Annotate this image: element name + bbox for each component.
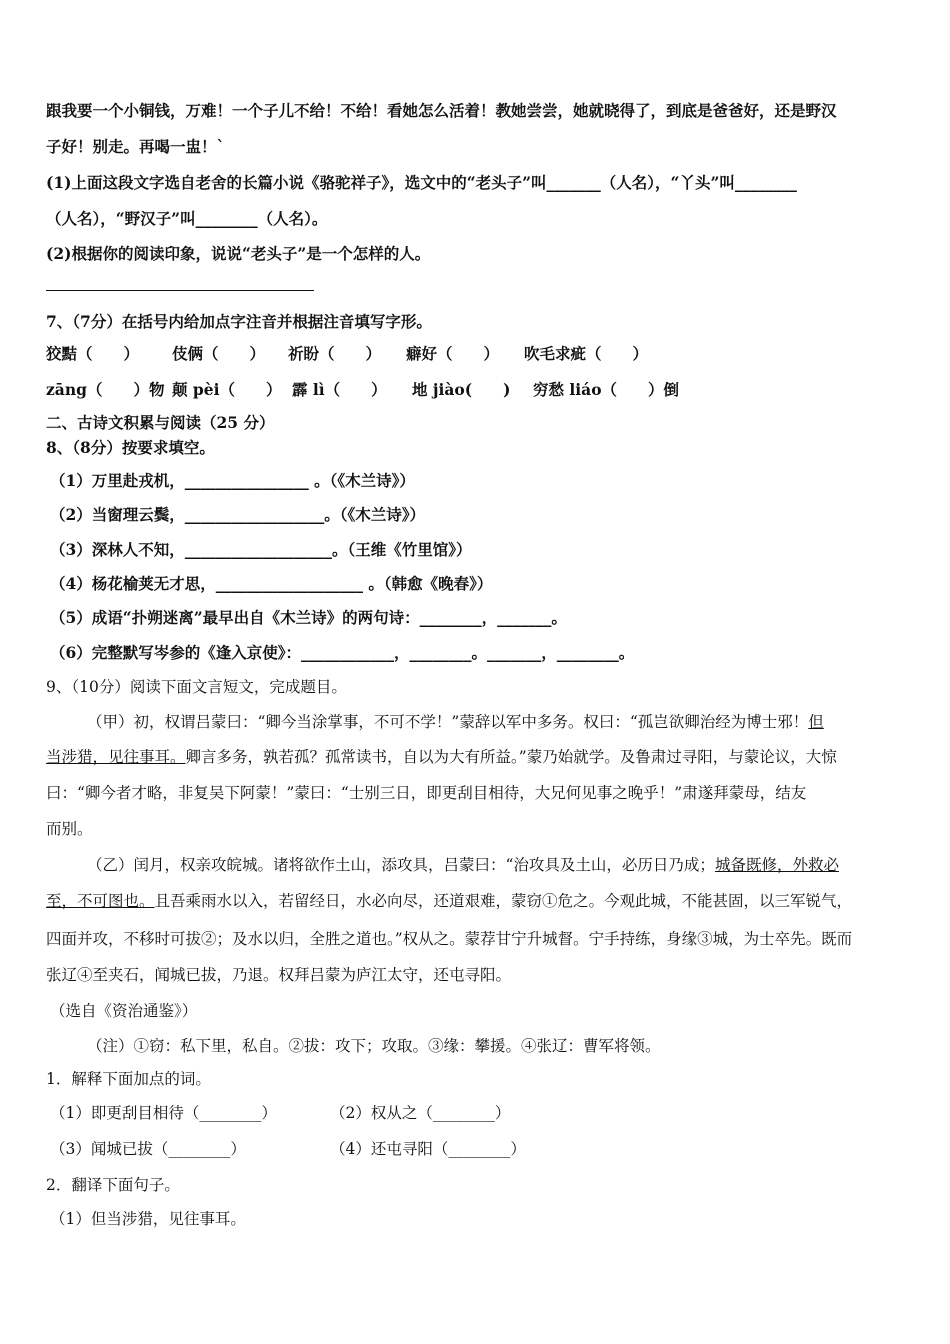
q9-sub1-item-2: （2）权从之（________）	[330, 1104, 511, 1122]
yi-line-4: 张辽④至夹石，闻城已拔，乃退。权拜吕蒙为庐江太守，还屯寻阳。	[46, 966, 512, 984]
q7-row1-item5: 吹毛求疵（ ）	[524, 344, 649, 363]
q9-sub1-item-1: （1）即更刮目相待（________）	[50, 1104, 277, 1122]
q7-row2-item4: 地 jiào( )	[412, 380, 511, 399]
q8-item-6: （6）完整默写岑参的《逢入京使》：____________，________。_______，________。	[50, 643, 635, 662]
q8-item-4: （4）杨花榆荚无才思，___________________ 。（韩愈《晚春》）	[50, 574, 493, 593]
q7-title: 7、（7分）在括号内给加点字注音并根据注音填写字形。	[46, 312, 432, 331]
yi-line-2	[46, 891, 852, 911]
q9-title: 9、（10分）阅读下面文言短文，完成题目。	[46, 678, 347, 696]
jia-line-3: 曰：“卿今者才略，非复吴下阿蒙！”蒙曰：“士别三日，即更刮目相待，大兄何见事之晚乎！”肃遂拜蒙母，结友	[46, 784, 807, 802]
q6-part2: (2)根据你的阅读印象，说说“老头子”是一个怎样的人。	[46, 244, 431, 263]
q6-part1-line2: （人名），“野汉子”叫________（人名）。	[46, 209, 328, 228]
q8-title: 8、（8分）按要求填空。	[46, 438, 215, 457]
q7-row2-item1: zāng（ ）物	[46, 380, 165, 399]
jia-line-4: 而别。	[46, 820, 93, 838]
q7-row1-item4: 癖好（ ）	[406, 344, 500, 363]
yi-line-2-text: 且吾乘雨水以入，若留经日，水必向尽，还道艰难，蒙窃①危之。今观此城，不能甚固，以三军锐气，	[154, 892, 853, 910]
yi-line-1-text: （乙）闰月，权亲攻皖城。诸将欲作土山，添攻具，吕蒙曰：“治攻具及土山，必历日乃成；	[87, 856, 715, 874]
jia-line-2-text: 卿言多务，孰若孤？孤常读书，自以为大有所益。”蒙乃始就学。及鲁肃过寻阳，与蒙论议，大惊	[185, 748, 837, 766]
q6-part1-line1: (1)上面这段文字选自老舍的长篇小说《骆驼祥子》，选文中的“老头子”叫_______（人名），“丫头”叫________	[46, 173, 797, 192]
q7-row1-item2: 伎俩（ ）	[172, 344, 266, 363]
section-2-title: 二、古诗文积累与阅读（25 分）	[46, 413, 275, 432]
q7-row1-item3: 祈盼（ ）	[288, 344, 382, 363]
q9-sub1-title: 1．解释下面加点的词。	[46, 1070, 211, 1088]
q9-sub2-item-1: （1）但当涉猎，见往事耳。	[50, 1210, 246, 1228]
q7-row2-item3: 霹 lì（ ）	[292, 380, 387, 399]
q9-sub1-item-3: （3）闻城已拔（________）	[50, 1140, 246, 1158]
jia-line-1-text: （甲）初，权谓吕蒙曰：“卿今当涂掌事，不可不学！”蒙辞以军中多务。权曰：“孤岂欲卿治经为博士邪！	[87, 713, 809, 731]
q8-item-1: （1）万里赴戎机，________________ 。（《木兰诗》）	[50, 471, 415, 490]
passage-line-2: 子好！别走。再喝一盅！`	[46, 137, 225, 156]
source-citation: （选自《资治通鉴》）	[50, 1002, 198, 1020]
yi-line-1	[87, 855, 839, 875]
passage-line-1: 跟我要一个小铜钱，万难！一个子儿不给！不给！看她怎么活着！教她尝尝，她就晓得了，到底是爸爸好，还是野汉	[46, 101, 837, 120]
q8-item-3: （3）深林人不知，___________________。（王维《竹里馆》）	[50, 540, 472, 559]
q8-item-5: （5）成语“扑朔迷离”最早出自《木兰诗》的两句诗：________，_______。	[50, 608, 567, 627]
jia-line-2	[46, 747, 837, 767]
q7-row2-item2: 颠 pèi（ ）	[172, 380, 282, 399]
q7-row2-item5: 穷愁 liáo（ ）倒	[533, 380, 680, 399]
q8-item-2: （2）当窗理云鬓，__________________。（《木兰诗》）	[50, 505, 426, 524]
yi-line-2-underlined: 至，不可图也。	[46, 892, 155, 910]
jia-line-1-underlined: 但	[808, 713, 824, 731]
yi-line-1-underlined: 城备既修，外救必	[714, 856, 839, 874]
q9-sub1-item-4: （4）还屯寻阳（________）	[330, 1140, 526, 1158]
q9-sub2-title: 2．翻译下面句子。	[46, 1176, 180, 1194]
yi-line-3: 四面并攻，不移时可拔②；及水以归，全胜之道也。”权从之。蒙荐甘宁升城督。宁手持练，身缘③城，为士卒先。既而	[46, 930, 853, 948]
annotation-note: （注）①窃：私下里，私自。②拔：攻下；攻取。③缘：攀援。④张辽：曹军将领。	[87, 1037, 661, 1055]
q7-row1-item1: 狡黠（ ）	[46, 344, 140, 363]
jia-line-1	[87, 712, 824, 732]
answer-line	[46, 290, 314, 291]
jia-line-2-underlined: 当涉猎，见往事耳。	[46, 748, 186, 766]
